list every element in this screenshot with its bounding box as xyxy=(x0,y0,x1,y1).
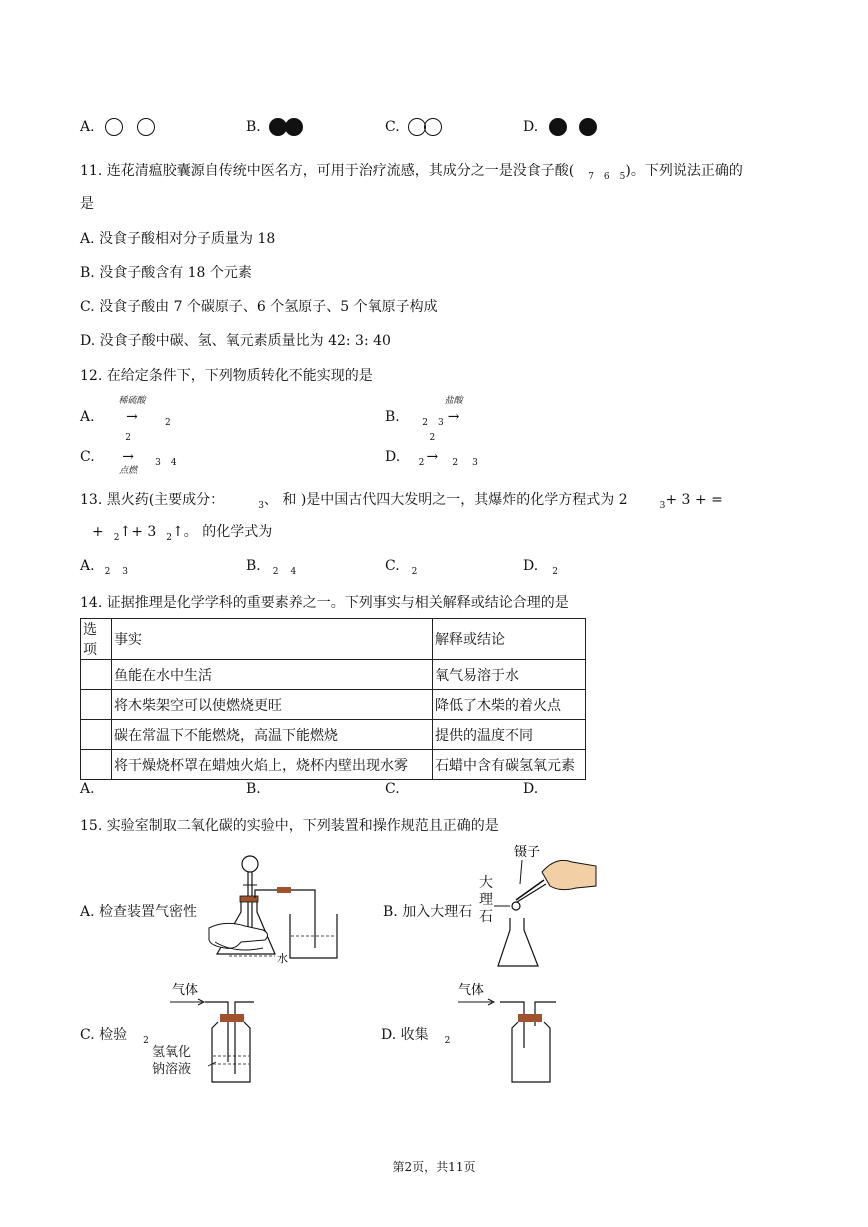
formula-sub: 2 xyxy=(165,418,171,428)
q14-table xyxy=(80,618,586,780)
formula-sub: 2 xyxy=(411,567,418,577)
q14-option-d: D. xyxy=(523,781,539,797)
q11-option-a: A. 没食子酸相对分子质量为 18 xyxy=(80,231,276,247)
q12-option-a xyxy=(80,396,171,428)
table-cell: 将干燥烧杯罩在蜡烛火焰上，烧杯内壁出现水雾 xyxy=(112,750,433,780)
q13-stem-text: 、 和 )是中国古代四大发明之一，其爆炸的化学方程式为 2 xyxy=(263,492,628,508)
marble-char: 理 xyxy=(479,892,493,908)
tweezers-label: 镊子 xyxy=(514,845,541,860)
q11-stem-text: 11. 连花清瘟胶囊源自传统中医名方，可用于治疗流感，其成分之一是没食子酸( xyxy=(80,163,575,179)
table-row xyxy=(81,660,586,690)
q12-c-label: C. xyxy=(80,449,95,465)
table-row xyxy=(81,690,586,720)
marble-char: 大 xyxy=(479,875,493,891)
q10-option-b-label: B. xyxy=(246,119,261,135)
table-cell: 氧气易溶于水 xyxy=(433,660,586,690)
formula-sub: 7 xyxy=(588,172,594,182)
q13-equation-text: + xyxy=(92,524,104,540)
q13-equation-text: ↑。 的化学式为 xyxy=(172,524,273,540)
q15-stem: 15. 实验室制取二氧化碳的实验中，下列装置和操作规范且正确的是 xyxy=(80,818,499,834)
q11-option-b: B. 没食子酸含有 18 个元素 xyxy=(80,265,252,281)
q15-option-c-label xyxy=(80,1024,149,1044)
formula-sub: 2 xyxy=(452,458,459,468)
airtightness-check-apparatus xyxy=(205,850,345,968)
formula-sub: 6 xyxy=(603,172,610,182)
reaction-condition: 点燃 xyxy=(119,466,138,476)
atom-hollow-icon xyxy=(424,118,442,136)
q13-equation-text: + 3 + = xyxy=(665,492,723,508)
formula-sub: 2 xyxy=(143,1036,149,1046)
table-row xyxy=(81,720,586,750)
table-cell xyxy=(81,750,112,780)
arrow-right-icon: → xyxy=(447,409,460,425)
q13-a-label: A. xyxy=(80,558,95,574)
q11-stem-line2: 是 xyxy=(80,196,94,212)
q15-d-text: D. 收集 xyxy=(381,1027,429,1043)
q13-stem-line2 xyxy=(92,521,272,541)
formula-sub: 3 xyxy=(472,458,478,468)
formula-sub: 2 xyxy=(104,567,111,577)
marble-char: 石 xyxy=(479,909,493,925)
reaction-condition: 2 xyxy=(429,433,436,443)
q11-option-c: C. 没食子酸由 7 个碳原子、6 个氢原子、5 个氧原子构成 xyxy=(80,299,438,315)
table-header-cell: 事实 xyxy=(112,619,433,660)
atom-filled-icon xyxy=(579,118,597,136)
formula-sub: 2 xyxy=(272,567,279,577)
table-header-cell: 选项 xyxy=(81,619,112,660)
formula-sub: 2 xyxy=(418,458,425,468)
q10-option-c xyxy=(385,118,442,136)
reaction-condition: 2 xyxy=(125,433,131,443)
q12-d-label: D. xyxy=(385,449,401,465)
water-label: 水 xyxy=(277,952,288,965)
q13-stem-text: 13. 黑火药(主要成分： xyxy=(80,492,225,508)
q10-option-a-label: A. xyxy=(80,119,95,135)
arrow-right-icon: → xyxy=(126,409,138,425)
formula-sub: 3 xyxy=(258,501,264,511)
q15-option-d-label xyxy=(381,1024,450,1044)
formula-sub: 5 xyxy=(619,172,626,182)
q15-option-b-label: B. 加入大理石 xyxy=(383,904,473,920)
q13-d-label: D. xyxy=(523,558,539,574)
formula-sub: 4 xyxy=(170,458,177,468)
q13-equation-text: ↑+ 3 xyxy=(119,524,157,540)
q10-option-d xyxy=(523,118,597,136)
formula-sub: 3 xyxy=(122,567,129,577)
q15-c-text: C. 检验 xyxy=(80,1027,128,1043)
table-cell xyxy=(81,660,112,690)
q11-stem-line1 xyxy=(80,160,743,180)
gas-label: 气体 xyxy=(458,983,485,998)
q12-option-d xyxy=(385,433,478,468)
table-cell: 石蜡中含有碳氢氧元素 xyxy=(433,750,586,780)
q13-option-a xyxy=(80,558,129,577)
q10-option-b xyxy=(246,118,303,136)
gas-label: 气体 xyxy=(172,983,199,998)
formula-sub: 3 xyxy=(437,418,444,428)
table-cell: 提供的温度不同 xyxy=(433,720,586,750)
q14-option-c: C. xyxy=(385,781,400,797)
naoh-solution-label xyxy=(152,1044,191,1078)
formula-sub: 3 xyxy=(155,458,161,468)
table-header-row xyxy=(81,619,586,660)
table-row xyxy=(81,750,586,780)
arrow-right-icon: → xyxy=(426,449,439,465)
reaction-condition: 稀硫酸 xyxy=(118,396,146,406)
arrow-right-icon: → xyxy=(122,449,134,465)
formula-sub: 2 xyxy=(113,533,120,543)
table-cell: 鱼能在水中生活 xyxy=(112,660,433,690)
atom-filled-icon xyxy=(549,118,567,136)
solution-line: 钠溶液 xyxy=(152,1062,192,1077)
q10-option-c-label: C. xyxy=(385,119,400,135)
formula-sub: 2 xyxy=(552,567,558,577)
q10-option-d-label: D. xyxy=(523,119,539,135)
atom-filled-icon xyxy=(285,118,303,136)
formula-sub: 4 xyxy=(290,567,297,577)
formula-sub: 2 xyxy=(422,418,428,428)
q12-option-c xyxy=(80,433,177,476)
add-marble-apparatus xyxy=(494,842,604,972)
q13-option-b xyxy=(246,558,297,577)
q13-b-label: B. xyxy=(246,558,261,574)
q11-stem-end: )。下列说法正确的 xyxy=(625,163,743,179)
table-cell xyxy=(81,690,112,720)
formula-sub: 3 xyxy=(659,501,666,511)
table-cell: 降低了木柴的着火点 xyxy=(433,690,586,720)
table-cell: 碳在常温下不能燃烧，高温下能燃烧 xyxy=(112,720,433,750)
q12-stem: 12. 在给定条件下，下列物质转化不能实现的是 xyxy=(80,368,373,384)
q13-option-d xyxy=(523,558,558,577)
q11-option-d: D. 没食子酸中碳、氢、氧元素质量比为 42: 3: 40 xyxy=(80,333,391,349)
page-footer: 第2页，共11页 xyxy=(392,1160,476,1174)
atom-hollow-icon xyxy=(137,118,155,136)
q12-b-label: B. xyxy=(385,409,400,425)
co2-collection-apparatus xyxy=(452,978,572,1086)
q14-option-b: B. xyxy=(246,781,261,797)
q13-stem-line1 xyxy=(80,489,723,509)
marble-label xyxy=(479,875,495,926)
q12-option-b xyxy=(385,396,464,428)
q10-option-a xyxy=(80,118,155,136)
q13-option-c xyxy=(385,558,418,577)
table-header-cell: 解释或结论 xyxy=(433,619,586,660)
table-cell: 将木柴架空可以使燃烧更旺 xyxy=(112,690,433,720)
atom-hollow-icon xyxy=(105,118,123,136)
solution-line: 氢氧化 xyxy=(152,1045,192,1060)
q12-a-label: A. xyxy=(80,409,95,425)
q14-option-a: A. xyxy=(80,781,95,797)
reaction-condition: 盐酸 xyxy=(444,396,463,406)
formula-sub: 2 xyxy=(166,533,173,543)
formula-sub: 2 xyxy=(444,1036,451,1046)
q14-stem: 14. 证据推理是化学学科的重要素养之一。下列事实与相关解释或结论合理的是 xyxy=(80,595,569,611)
q15-option-a-label: A. 检查装置气密性 xyxy=(80,904,198,920)
table-cell xyxy=(81,720,112,750)
q13-c-label: C. xyxy=(385,558,400,574)
